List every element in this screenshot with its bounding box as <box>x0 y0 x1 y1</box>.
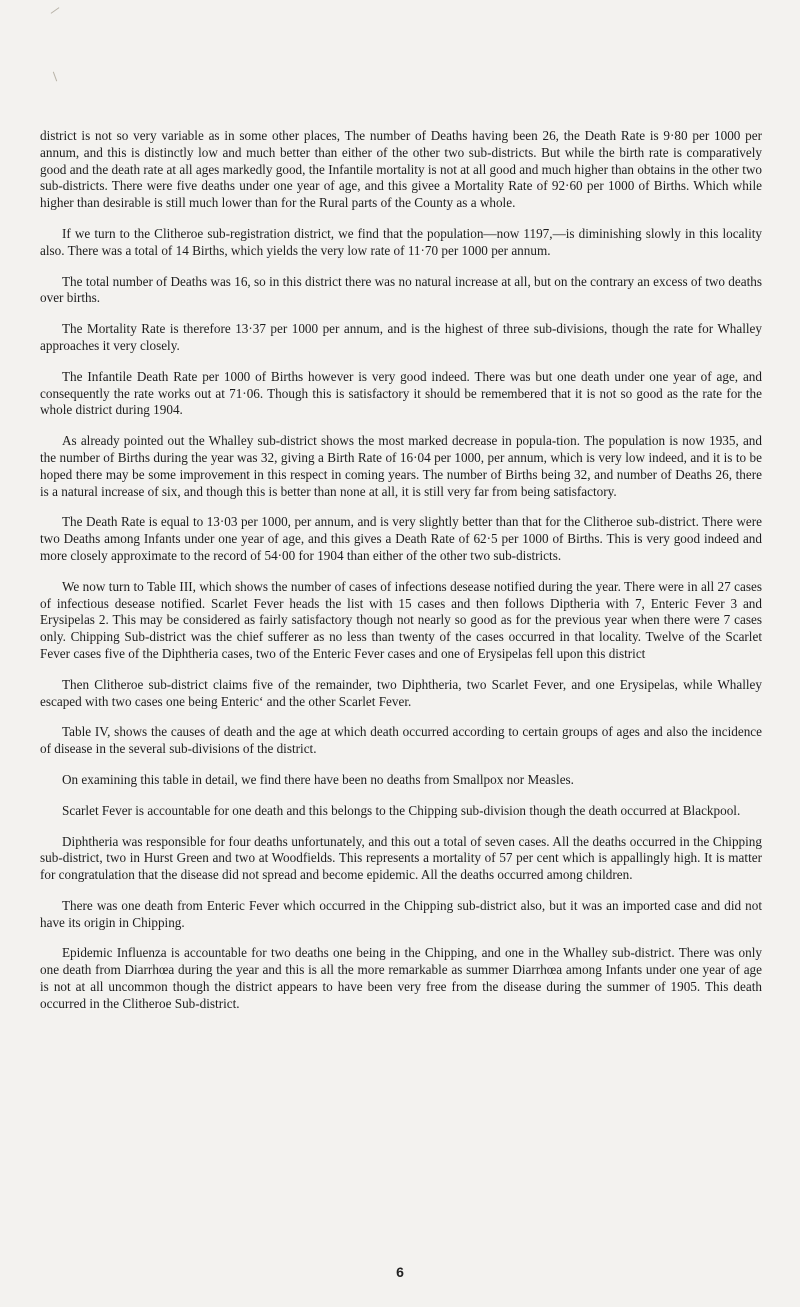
paragraph: district is not so very variable as in some other places, The number of Deaths having been 26, the Death Rate is 9·80 per 1000 per annum, and this is distinctly low and much better than either of the other two sub-districts. But while the birth rate is comparatively good and the death rate at all ages markedly good, the Infantile mortality is not at all good and much higher than obtains in the other two sub-districts. There were five deaths under one year of age, and this givee a Mortality Rate of 92·60 per 1000 of Births. Which while higher than desirable is still much lower than for the Rural parts of the County as a whole. <box>40 128 762 211</box>
paragraph: Diphtheria was responsible for four deaths unfortunately, and this out a total of seven cases. All the deaths occurred in the Chipping sub-district, two in Hurst Green and two at Woodfields. This represents a mortality of 57 per cent which is appallingly high. It is matter for congratulation that the disease did not spread and become epidemic. All the deaths occurred among children. <box>40 833 762 883</box>
paragraph: On examining this table in detail, we find there have been no deaths from Smallpox nor Measles. <box>62 771 574 787</box>
paragraph: The Infantile Death Rate per 1000 of Births however is very good indeed. There was but one death under one year of age, and consequently the rate works out at 71·06. Though this is satisfactory it should be remembered that it is not so good as the rate for the whole district during 1904. <box>40 368 762 418</box>
paragraph: The total number of Deaths was 16, so in this district there was no natural increase at all, but on the contrary an excess of two deaths over births. <box>40 273 762 306</box>
paragraph: The Death Rate is equal to 13·03 per 1000, per annum, and is very slightly better than that for the Clitheroe sub-district. There were two Deaths among Infants under one year of age, and this gives a Death Rate of 62·5 per 1000 of Births. This is very good indeed and more closely approximate to the record of 54·00 for 1904 than either of the other two sub-districts. <box>40 514 762 563</box>
paragraph: There was one death from Enteric Fever which occurred in the Chipping sub-district also, but it was an imported case and did not have its origin in Chipping. <box>40 897 762 930</box>
paragraph: The Mortality Rate is therefore 13·37 per 1000 per annum, and is the highest of three sub-divisions, though the rate for Whalley approaches it very closely. <box>40 321 762 353</box>
paragraph: Table IV, shows the causes of death and the age at which death occurred according to certain groups of ages and also the incidence of disease in the several sub-divisions of the district. <box>40 724 762 757</box>
scan-mark <box>51 7 60 14</box>
paragraph: Epidemic Influenza is accountable for two deaths one being in the Chipping, and one in the Whalley sub-district. There was only one death from Diarrhœa during the year and this is all the more remarkable as summer Diarrhœa among Infants under one year of age is not at all uncommon though the district appears to have been very free from the disease during the summer of 1905. This death occurred in the Clitheroe Sub-district. <box>40 945 762 1011</box>
page-number: 6 <box>396 1264 404 1280</box>
paragraph: We now turn to Table III, which shows the number of cases of infections desease notified during the year. There were in all 27 cases of infectious desease notified. Scarlet Fever heads the list with 15 cases and then follows Diptheria with 7, Enteric Fever 3 and Erysipelas 2. This may be considered as fairly satisfactory though not nearly so good as for the previous year when there were 7 cases only. Chipping Sub-district was the chief sufferer as no less than twenty of the cases occurred in that locality. Twelve of the Scarlet Fever cases five of the Diphtheria cases, two of the Enteric Fever cases and one of Erysipelas fell upon this district <box>40 578 762 661</box>
paragraph: Scarlet Fever is accountable for one death and this belongs to the Chipping sub-division though the death occurred at Blackpool. <box>62 802 741 818</box>
document-page <box>40 128 762 1027</box>
scan-mark <box>53 72 57 82</box>
paragraph: If we turn to the Clitheroe sub-registration district, we find that the population—now 1197,—is diminishing slowly in this locality also. There was a total of 14 Births, which yields the very low rate of 11·70 per 1000 per annum. <box>40 225 762 258</box>
paragraph: As already pointed out the Whalley sub-district shows the most marked decrease in popula-tion. The population is now 1935, and the number of Births during the year was 32, giving a Birth Rate of 16·04 per 1000, per annum, which is very low indeed, and it is to be hoped there may be some improvement in this respect in coming years. The number of Births being 32, and number of Deaths 26, there is a natural increase of six, and though this is better than none at all, it is still very far from being satisfactory. <box>40 433 762 499</box>
paragraph: Then Clitheroe sub-district claims five of the remainder, two Diphtheria, two Scarlet Fever, and one Erysipelas, while Whalley escaped with two cases one being Enteric‘ and the other Scarlet Fever. <box>40 676 762 709</box>
